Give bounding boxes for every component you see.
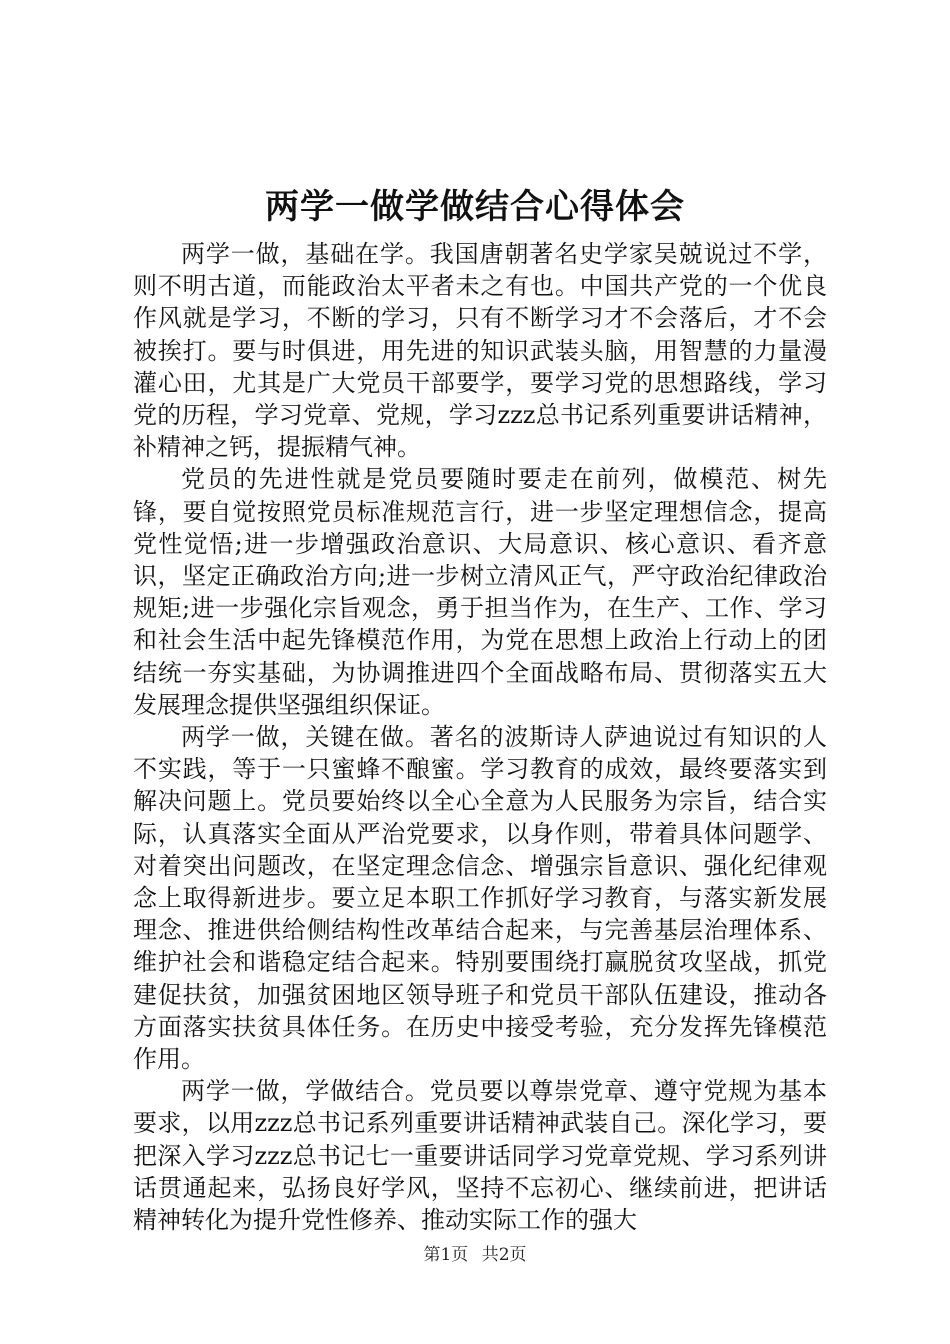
paragraph-2: 党员的先进性就是党员要随时要走在前列，做模范、树先锋，要自觉按照党员标准规范言行，进一步坚定理想信念，提高党性觉悟;进一步增强政治意识、大局意识、核心意识、看齐意识，坚定正确政治方向;进一步树立清风正气，严守政治纪律政治规矩;进一步强化宗旨观念，勇于担当作为，在生产、工作、学习和社会生活中起先锋模范作用，为党在思想上政治上行动上的团结统一夯实基础，为协调推进四个全面战略布局、贯彻落实五大发展理念提供坚强组织保证。 xyxy=(133,465,827,719)
page-footer xyxy=(0,1243,950,1267)
paragraph-4: 两学一做，学做结合。党员要以尊崇党章、遵守党规为基本要求，以用zzz总书记系列重要讲话精神武装自己。深化学习，要把深入学习zzz总书记七一重要讲话同学习党章党规、学习系列讲话贯通起来，弘扬良好学风，坚持不忘初心、继续前进，把讲话精神转化为提升党性修养、推动实际工作的强大 xyxy=(133,1077,827,1235)
document-title: 两学一做学做结合心得体会 xyxy=(265,187,685,227)
page-number-total: 共2页 xyxy=(481,1245,527,1265)
document-body xyxy=(133,238,827,1236)
paragraph-1: 两学一做，基础在学。我国唐朝著名史学家吴兢说过不学，则不明古道，而能政治太平者未之有也。中国共产党的一个优良作风就是学习，不断的学习，只有不断学习才不会落后，才不会被挨打。要与时俱进，用先进的知识武装头脑，用智慧的力量漫灌心田，尤其是广大党员干部要学，要学习党的思想路线，学习党的历程，学习党章、党规，学习zzz总书记系列重要讲话精神，补精神之钙，提振精气神。 xyxy=(133,240,827,462)
page-number-current: 第1页 xyxy=(423,1245,469,1265)
paragraph-3: 两学一做，关键在做。著名的波斯诗人萨迪说过有知识的人不实践，等于一只蜜蜂不酿蜜。学习教育的成效，最终要落实到解决问题上。党员要始终以全心全意为人民服务为宗旨，结合实际，认真落实全面从严治党要求，以身作则，带着具体问题学、对着突出问题改，在坚定理念信念、增强宗旨意识、强化纪律观念上取得新进步。要立足本职工作抓好学习教育，与落实新发展理念、推进供给侧结构性改革结合起来，与完善基层治理体系、维护社会和谐稳定结合起来。特别要围绕打赢脱贫攻坚战，抓党建促扶贫，加强贫困地区领导班子和党员干部队伍建设，推动各方面落实扶贫具体任务。在历史中接受考验，充分发挥先锋模范作用。 xyxy=(133,723,827,1074)
